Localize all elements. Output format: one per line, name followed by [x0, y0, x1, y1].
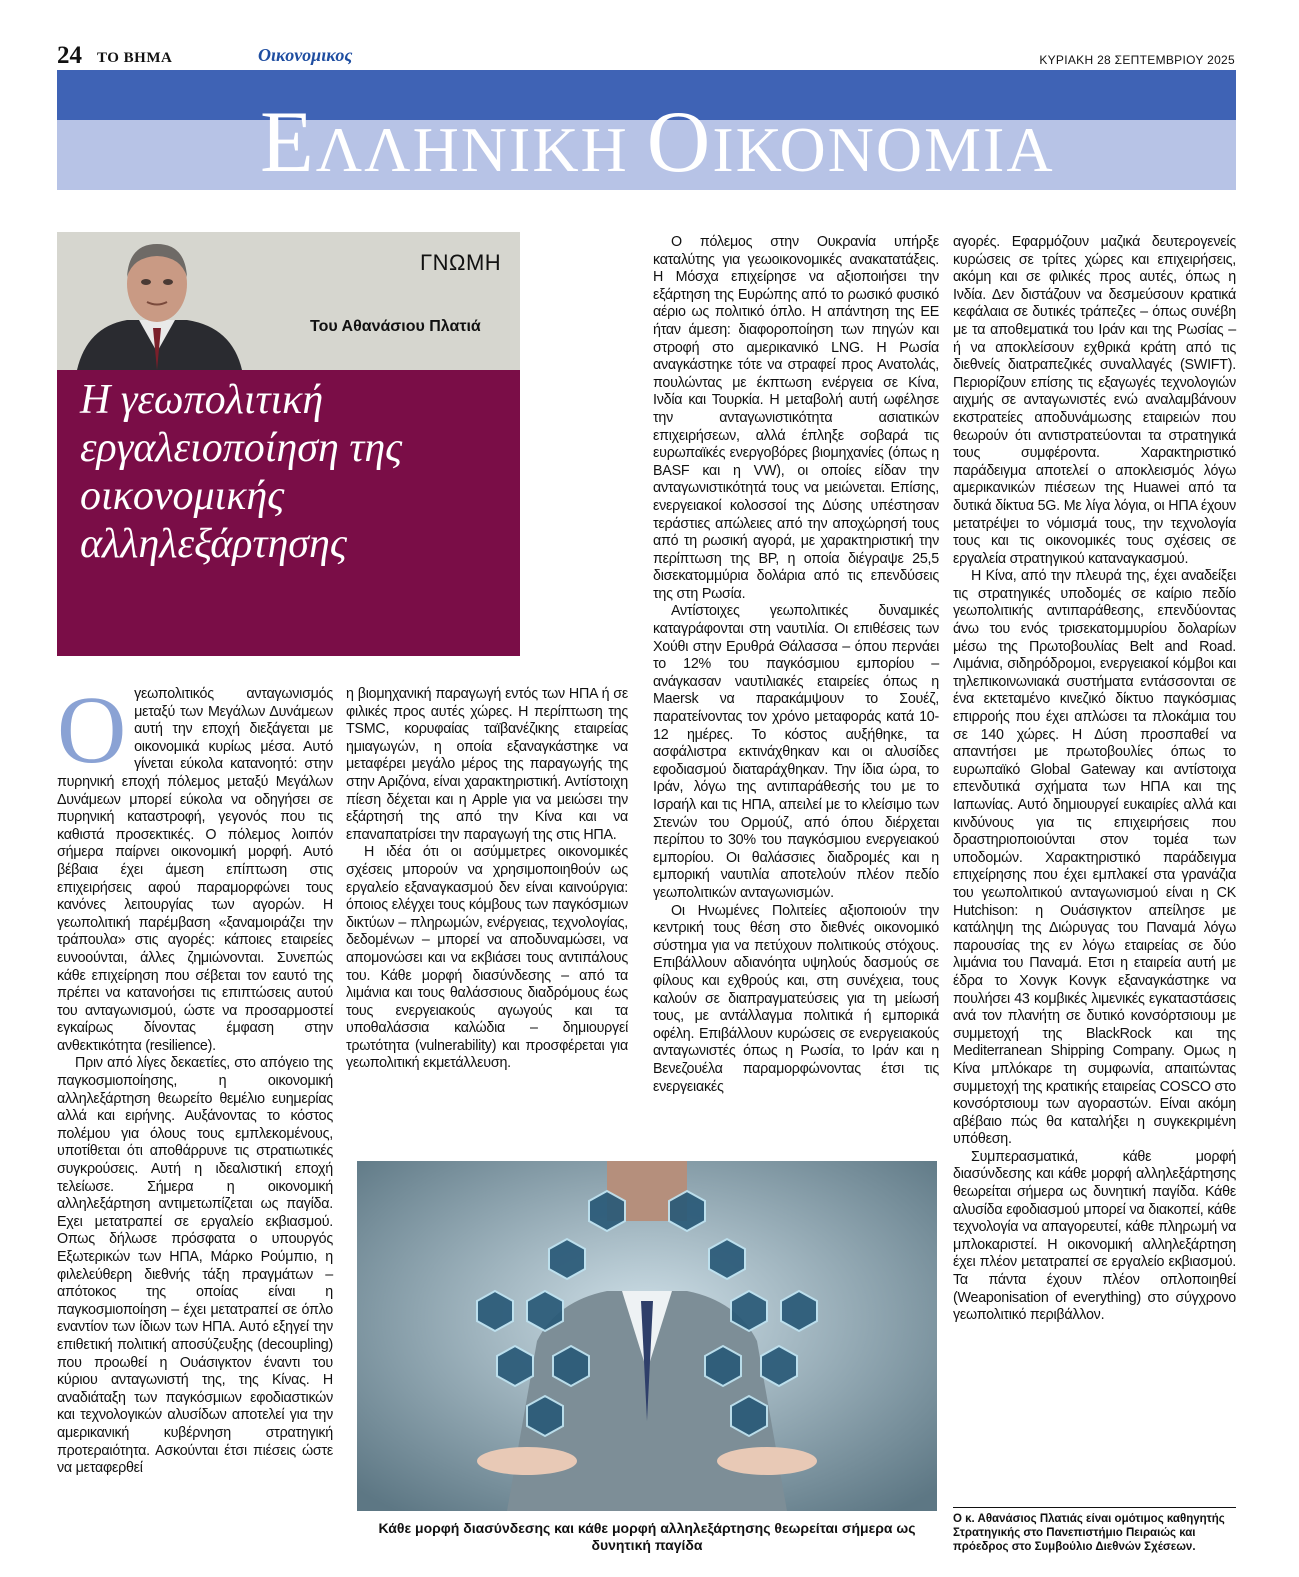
- article-column-2: [346, 686, 628, 1073]
- author-photo: [57, 232, 257, 370]
- article-column-4: [953, 234, 1236, 1325]
- article-column-3: [653, 234, 939, 1096]
- opinion-label: ΓΝΩΜΗ: [420, 250, 502, 275]
- article-paragraph: η βιομηχανική παραγωγή εντός των ΗΠΑ ή σε φιλικές προς αυτές χώρες. Η περίπτωση της TSMC, κορυφαίας ταϊβανέζικης εταιρείας ημιαγωγών, η οποία εξαναγκάστηκε να μεταφέρει μεγάλο μέρος της παραγωγής της στην Αριζόνα, είναι χαρακτηριστική. Αντίστοιχη πίεση δέχεται και η Apple για να μειώσει την εξάρτησή της από την Κίνα και να επαναπατρίσει την παραγωγή της στις ΗΠΑ.: [346, 686, 628, 843]
- article-paragraph: Ο πόλεμος στην Ουκρανία υπήρξε καταλύτης για γεωοικονομικές ανακατατάξεις. Η Μόσχα επιχείρησε να αξιοποιήσει την εξάρτηση της Ευρώπης από το ρωσικό φυσικό αέριο ως πολιτικό όπλο. Η απάντηση της ΕΕ ήταν άμεση: διαφοροποίηση των πηγών και στροφή στο αμερικανικό LNG. Η Ρωσία αναγκάστηκε τότε να στραφεί προς Ανατολάς, πουλώντας με έκπτωση ενέργεια σε Κίνα, Ινδία και Τουρκία. Η μεταβολή αυτή ωφέλησε την ανταγωνιστικότητα ασιατικών επιχειρήσεων, αλλά έπληξε σοβαρά τις ευρωπαϊκές ενεργοβόρες βιομηχανίες (όπως η BASF και η VW), οι οποίες είδαν την ανταγωνιστικότητά τους να μειώνεται. Επίσης, ενεργειακοί κολοσσοί της Δύσης υπέστησαν τεράστιες απώλειες από την αποχώρησή τους από τη ρωσική αγορά, με χαρακτηριστική την περίπτωση της BP, η οποία διέγραψε 25,5 δισεκατομμύρια δολάρια από τις επενδύσεις της στη Ρωσία.: [653, 234, 939, 602]
- article-paragraph: Πριν από λίγες δεκαετίες, στο απόγειο της παγκοσμιοποίησης, η οικονομική αλληλεξάρτηση θεωρείτο θεμέλιο ευημερίας αλλά και ειρήνης. Αυξάνοντας το κόστος πολέμου για όλους τους εμπλεκομένους, υποτίθεται ότι αποθάρρυνε τις στρατιωτικές συγκρούσεις. Αυτή η ιδεαλιστική εποχή τελείωσε. Σήμερα η οικονομική αλληλεξάρτηση αντιμετωπίζεται ως παγίδα. Εχει μετατραπεί σε εργαλείο εκβιασμού. Οπως δήλωσε πρόσφατα ο υπουργός Εξωτερικών των ΗΠΑ, Μάρκο Ρούμπιο, η φιλελεύθερη διεθνής τάξη πραγμάτων – απότοκος της οποίας είναι η παγκοσμιοποίηση – έχει μετατραπεί σε όπλο εναντίον των ίδιων των ΗΠΑ. Αυτό εξηγεί την επιθετική πολιτική αποσύζευξης (decoupling) που προωθεί η Ουάσιγκτον έναντι του κύριου ανταγωνιστή της, της Κίνας. Η αναδιάταξη των παγκόσμιων εφοδιαστικών και τεχνολογικών αλυσίδων αποτελεί για την αμερικανική κυβέρνηση στρατηγική προτεραιότητα. Ασκούνται έτσι πιέσεις ώστε να μεταφερθεί: [57, 1055, 333, 1477]
- article-paragraph: Ογεωπολιτικός ανταγωνισμός μεταξύ των Μεγάλων Δυνάμεων αυτή την εποχή διεξάγεται με οικονομικά κυρίως μέσα. Αυτό γίνεται εύκολα κατανοητό: στην πυρηνική εποχή πόλεμος μεταξύ Μεγάλων Δυνάμεων μπορεί εύκολα να οδηγήσει σε πυρηνική καταστροφή, γεγονός που τις καθιστά προσεκτικές. Ο πόλεμος λοιπόν σήμερα παίρνει οικονομική μορφή. Αυτό βέβαια έχει άμεση επίπτωση στις επιχειρήσεις αφού παραμορφώνει τους κανόνες λειτουργίας των αγορών. Η γεωπολιτική παρέμβαση «ξαναμοιράζει την τράπουλα» στις αγορές: κάποιες εταιρείες ευνοούνται, άλλες ζημιώνονται. Συνεπώς κάθε επιχείρηση που σέβεται τον εαυτό της πρέπει να κατανοήσει τις επιπτώσεις αυτού του ανταγωνισμού, ώστε να προσαρμοστεί εγκαίρως δίνοντας έμφαση στην ανθεκτικότητα (resilience).: [57, 676, 333, 1054]
- article-paragraph: Η ιδέα ότι οι ασύμμετρες οικονομικές σχέσεις μπορούν να χρησιμοποιηθούν ως εργαλείο εξαναγκασμού δεν είναι καινούργια: όποιος ελέγχει τους κόμβους των παγκόσμιων δικτύων – πληρωμών, ενέργειας, τεχνολογίας, δεδομένων – μπορεί να αποδυναμώσει, να απομονώσει και να εκβιάσει τους αντιπάλους του. Κάθε μορφή διασύνδεσης – από τα λιμάνια και τους θαλάσσιους διαδρόμους έως τους ενεργειακούς αγωγούς και τα υποθαλάσσια καλώδια – δημιουργεί τρωτότητα (vulnerability) και προσφέρεται για γεωπολιτική εκμετάλλευση.: [346, 844, 628, 1072]
- author-bio: Ο κ. Αθανάσιος Πλατιάς είναι ομότιμος καθηγητής Στρατηγικής στο Πανεπιστήμιο Πειραιώς και πρόεδρος στο Συμβούλιο Διεθνών Σχέσεων.: [953, 1507, 1236, 1554]
- page-number: 24: [57, 42, 82, 69]
- author-byline: Του Αθανάσιου Πλατιά: [310, 318, 481, 335]
- drop-cap: Ο: [57, 676, 127, 783]
- article-paragraph: Η Κίνα, από την πλευρά της, έχει αναδείξει τις στρατηγικές υποδομές σε καίριο πεδίο γεωπολιτικής αντιπαράθεσης, επενδύοντας άνω του ενός τρισεκατομμυρίου δολαρίων μέσω της Πρωτοβουλίας Belt and Road. Λιμάνια, σιδηρόδρομοι, ενεργειακοί κόμβοι και τηλεπικοινωνιακά συστήματα εντάσσονται σε ένα εκτεταμένο κινεζικό δίκτυο παγκόσμιας επιρροής που έχει απλώσει τα πλοκάμια του σε 140 χώρες. Η Δύση προσπαθεί να απαντήσει με πρωτοβουλίες όπως το ευρωπαϊκό Global Gateway και αντίστοιχα επενδυτικά σχήματα των ΗΠΑ και της Ιαπωνίας. Αυτό δημιουργεί ευκαιρίες αλλά και κινδύνους για τις επιχειρήσεις που δραστηριοποιούνται στον τομέα των υποδομών. Χαρακτηριστικό παράδειγμα επιχείρησης που έχει εμπλακεί στα γρανάζια του γεωπολιτικού ανταγωνισμού είναι η CK Hutchison: η Ουάσιγκτον απείλησε με κατάληψη της Διώρυγας του Παναμά λόγω παρουσίας της εν λόγω εταιρείας σε δύο λιμάνια του Παναμά. Ετσι η εταιρεία αυτή με έδρα το Χονγκ Κονγκ εξαναγκάστηκε να πουλήσει 43 κομβικές λιμενικές εγκαταστάσεις ανά τον πλανήτη σε δυτικό κονσόρτσιουμ με συμμετοχή της BlackRock και της Mediterranean Shipping Company. Ομως η Κίνα μπλόκαρε τη συμφωνία, απαιτώντας συμμετοχή της κρατικής εταιρείας COSCO στο κονσόρτσιουμ των αγοραστών. Είναι ακόμη αβέβαιο πώς θα καταλήξει η συγκεκριμένη υπόθεση.: [953, 568, 1236, 1148]
- section-title: ΕΛΛΗΝΙΚΗ ΟΙΚΟΝΟΜΙΑ: [260, 94, 1055, 191]
- article-paragraph: Οι Ηνωμένες Πολιτείες αξιοποιούν την κεντρική τους θέση στο διεθνές οικονομικό σύστημα για να πετύχουν πολιτικούς στόχους. Επιβάλλουν αδιανόητα υψηλούς δασμούς σε φίλους και εχθρούς και, στη συνέχεια, τους καλούν σε διαπραγματεύσεις για τη μείωσή τους, με αντάλλαγμα πολιτικά ή εμπορικά οφέλη. Επιβάλλουν κυρώσεις σε ενεργειακούς ανταγωνιστές όπως η Ρωσία, το Ιράν και η Βενεζουέλα παραμορφώνοντας έτσι τις ενεργειακές: [653, 902, 939, 1095]
- section-name: Οικονομικος: [258, 45, 353, 65]
- article-headline: Η γεωπολιτική εργαλειοποίηση της οικονομικής αλληλεξάρτησης: [80, 377, 403, 567]
- issue-date: ΚΥΡΙΑΚΗ 28 ΣΕΠΤΕΜΒΡΙΟΥ 2025: [1039, 53, 1235, 67]
- article-paragraph: Συμπερασματικά, κάθε μορφή διασύνδεσης και κάθε μορφή αλληλεξάρτησης θεωρείται σήμερα ως δυνητική παγίδα. Κάθε αλυσίδα εφοδιασμού μπορεί να διακοπεί, κάθε τεχνολογία να απαγορευτεί, κάθε πληρωμή να μπλοκαριστεί. Η οικονομική αλληλεξάρτηση έχει πλέον μετατραπεί σε εργαλείο εκβιασμού. Τα πάντα έχουν πλέον οπλοποιηθεί (Weaponisation of everything) στο σύγχρονο γεωπολιτικό περιβάλλον.: [953, 1148, 1236, 1324]
- article-photo: [357, 1161, 937, 1511]
- article-column-1: [57, 676, 333, 1478]
- photo-caption: Κάθε μορφή διασύνδεσης και κάθε μορφή αλληλεξάρτησης θεωρείται σήμερα ως δυνητική παγίδα: [378, 1520, 916, 1553]
- article-paragraph: αγορές. Εφαρμόζουν μαζικά δευτερογενείς κυρώσεις σε τρίτες χώρες και επιχειρήσεις, ακόμη και σε φιλικές προς αυτές, όπως η Ινδία. Δεν διστάζουν να δεσμεύσουν κρατικά κεφάλαια σε δυτικές τράπεζες – όπως συνέβη με τα αποθεματικά του Ιράν και της Ρωσίας – ή να αποκλείσουν εχθρικά κράτη από τις διεθνείς διατραπεζικές συναλλαγές (SWIFT). Περιορίζουν επίσης τις εξαγωγές τεχνολογιών αιχμής σε ανταγωνιστές ενώ αναλαμβάνουν εκστρατείες αποδυνάμωσης εταιρειών που θεωρούν ότι αντιστρατεύονται τα στρατηγικά τους συμφέροντα. Χαρακτηριστικό παράδειγμα αποτελεί ο αποκλεισμός λόγω αμερικανικών πιέσεων της Huawei από τα δυτικά δίκτυα 5G. Με λίγα λόγια, οι ΗΠΑ έχουν μετατρέψει το νόμισμά τους, την τεχνολογία τους και τις οικονομικές τους σχέσεις σε εργαλεία στρατηγικού καταναγκασμού.: [953, 234, 1236, 567]
- newspaper-name: ΤΟ ΒΗΜΑ: [97, 50, 173, 66]
- article-paragraph: Αντίστοιχες γεωπολιτικές δυναμικές καταγράφονται στη ναυτιλία. Οι επιθέσεις των Χούθι στην Ερυθρά Θάλασσα – όπου περνάει το 12% του παγκόσμιου εμπορίου – ανάγκασαν ναυτιλιακές εταιρείες όπως η Maersk να παρακάμψουν το Σουέζ, παρατείνοντας τον χρόνο μεταφοράς κατά 10-12 ημέρες. Το κόστος αυξήθηκε, τα ασφάλιστρα εκτινάχθηκαν και οι αλυσίδες εφοδιασμού διαταράχθηκαν. Την ίδια ώρα, το Ιράν, λόγω της αντιπαράθεσής του με το Ισραήλ και τις ΗΠΑ, απειλεί με το κλείσιμο των Στενών του Ορμούζ, από όπου διέρχεται περίπου το 30% του παγκόσμιου ενεργειακού εμπορίου. Οι θαλάσσιες διαδρομές και η εμπορική ναυτιλία αποτελούν πλέον πεδίο γεωπολιτικών ανταγωνισμών.: [653, 603, 939, 901]
